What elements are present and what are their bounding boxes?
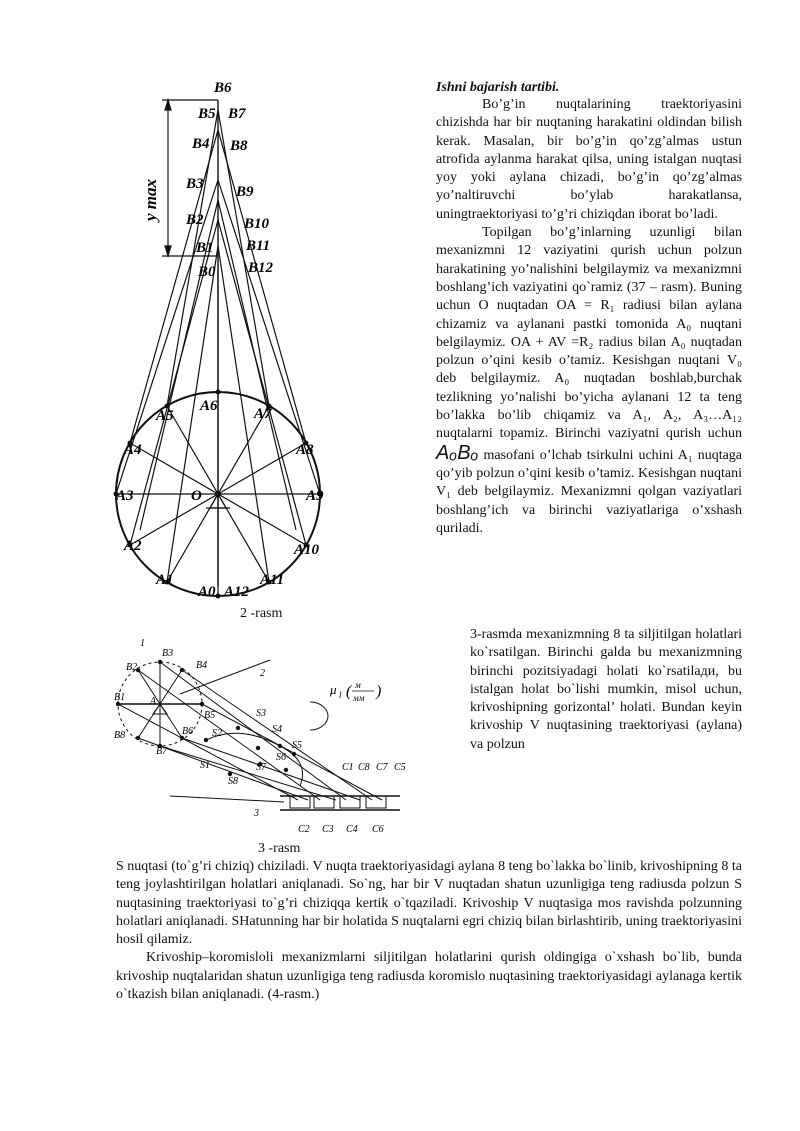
paragraph-2-text: Topilgan bo’g’inlarning uzunligi bilan mexanizmni 12 vaziyatini qurish uchun polzun harakatining yo’nalishini belgilaymiz va mexanizmni boshlang’ich vaziyatini qo`ramiz (37 – rasm). Buning uchun O nuqtadan OA = R₁ radiusi bilan aylana chizamiz va aylanani pastki tomonida A₀ nuqtani belgilaymiz. OA + AV =R₂ radius bilan A₀ nuqtadan polzun o’qini kesib o’tamiz. Kesishgan nuqtani V₀ deb belgilaymiz. A₀ nuqtadan boshlab,burchak tezlikning yo’nalishi bo’yicha aylanani 12 ta teng bo’lakka bo’lib chiqamiz va A₁, A₂, A₃…A₁₂ nuqtalarni topamiz. Birinchi vaziyatni qurish uchun: [436, 225, 742, 442]
mu-symbol: μ: [330, 682, 337, 697]
fig3-label-s8: S8: [228, 776, 238, 787]
figure-3: [110, 636, 420, 848]
label-b2: B2: [186, 212, 204, 228]
figure-2-caption: 2 -rasm: [240, 606, 283, 621]
mu-subscript: l: [339, 690, 342, 700]
fig3-label-a: A: [150, 696, 157, 707]
paragraph-1: Bo’g’in nuqtalarining traektoriyasini chizishda har bir nuqtaning harakatini oldindan bilish kerak. Masalan, bir bo’g’in qo’zg’almas ustun atrofida aylanma harakat qilsa, uning istalgan nuqtasi yoy yoki aylana chizadi, bo’g’in qo’zg’almas yo’naltiruvchi bo’ylab harakatlansa, uningtraektoriyasi to’g’ri chiziqdan iborat bo’ladi.: [436, 97, 742, 222]
fig3-label-s3: S3: [256, 708, 266, 719]
label-center-o: O: [191, 488, 202, 504]
label-b12: B12: [248, 260, 274, 276]
fig3-label-b4: B4: [196, 660, 208, 671]
label-b5: B5: [198, 106, 216, 122]
ymax-label: y max: [141, 178, 160, 222]
paragraph-3: 3-rasmda mexanizmning 8 ta siljitilgan holatlari ko`rsatilgan. Birinchi galda bu mexanizmning birinchi pozitsiyadagi holati ko`rsatilади, bu istalgan holat bo`lishi mumkin, misol uchun, krivoshipning gorizontal’ holati. Bundan keyin krivoship V nuqtasining traektoriyasi (aylana) va polzun: [470, 627, 742, 752]
label-a7: A7: [254, 406, 272, 422]
fig3-label-b2: B2: [126, 662, 138, 673]
svg-text:): ): [376, 683, 382, 700]
figure-2-drawing: [100, 70, 440, 630]
label-b10: B10: [244, 216, 270, 232]
right-column: [436, 80, 742, 538]
label-a8: A8: [296, 442, 314, 458]
scale-factor: [329, 680, 381, 703]
fig3-label-s6: S6: [276, 752, 286, 763]
fig3-label-3: 3: [254, 808, 259, 819]
fig3-label-c7: C7: [376, 762, 388, 773]
fig3-label-1: 1: [140, 638, 145, 649]
label-a2: A2: [124, 538, 142, 554]
fig3-label-c3: C3: [322, 824, 334, 835]
svg-text:(: (: [346, 683, 352, 700]
bottom-paragraph-1: S nuqtasi (to`g’ri chiziq) chiziladi. V nuqta traektoriyasidagi aylana 8 teng bo`lakka bo`linib, krivoshipning 8 ta teng joylashtirilgan holatlari aniqlanadi. So`ng, har bir V nuqtadan shatun uzunligiga teng radiusda polzun S nuqtasining traektoriyasi to`g’ri chiziqqa kertik o`tqaziladi. Krivoship V nuqtasiga mos ravishda polzunning holatlari aniqlanadi. SHatunning har bir holatida S nuqtalarni egri chiziq bilan birlashtirib, uning traektoriyasini hosil qilamiz.: [116, 859, 742, 948]
label-b11: B11: [246, 238, 271, 254]
label-a5: A5: [156, 408, 174, 424]
label-a12: A12: [224, 584, 250, 600]
label-b4: B4: [192, 136, 210, 152]
fig3-label-c1: C1: [342, 762, 354, 773]
label-a0: A0: [198, 584, 216, 600]
figure-3-drawing: [110, 636, 420, 848]
paragraph-2: [436, 224, 742, 538]
fig3-label-c4: C4: [346, 824, 358, 835]
label-a6: A6: [200, 398, 218, 414]
fig3-label-c5: C5: [394, 762, 406, 773]
label-b1: B1: [196, 240, 214, 256]
label-a11: A11: [260, 572, 285, 588]
figure-3-side-text: [470, 626, 742, 754]
fig3-label-c6: C6: [372, 824, 384, 835]
fig3-label-b1: B1: [114, 692, 126, 703]
label-b3: B3: [186, 176, 204, 192]
fig3-label-c8: C8: [358, 762, 370, 773]
fig3-label-b6: B6: [182, 726, 194, 737]
fig3-label-s7: S7: [256, 762, 266, 773]
mu-numerator: м: [355, 680, 361, 690]
fig3-label-b8: B8: [114, 730, 126, 741]
fig3-label-b3: B3: [162, 648, 174, 659]
fig3-label-2: 2: [260, 668, 265, 679]
fig3-label-s5: S5: [292, 740, 302, 751]
label-a1: A1: [156, 572, 174, 588]
mu-denominator: мм: [353, 693, 365, 703]
label-b0: B0: [198, 264, 216, 280]
fig3-label-s1: S1: [200, 760, 210, 771]
label-a4: A4: [124, 442, 142, 458]
fig3-label-c2: C2: [298, 824, 310, 835]
bottom-paragraph-2: Krivoship–koromisloli mexanizmlarni siljitilgan holatlarini qurish oldingiga o`xshash bo`lib, bunda krivoship nuqtalaridan shatun uzunligiga teng radiusda koromislo nuqtasining traektoriyasidagi aylanaga kertik o`tkazish bilan aniqlanadi. (4-rasm.): [116, 950, 742, 1003]
formula-aobo: AₒBₒ: [436, 441, 479, 464]
label-b9: B9: [236, 184, 254, 200]
label-b6: B6: [214, 80, 232, 96]
section-heading: Ishni bajarish tartibi.: [436, 80, 560, 95]
fig3-label-b7: B7: [156, 746, 168, 757]
paragraph-2-end: masofani o’lchab tsirkulni uchini A₁ nuqtaga qo’yib polzun o’qini kesib o’tamiz. Kesishgan nuqtani V₁ deb belgilaymiz. Mexanizmni qolgan vaziyatlari boshlang’ich va birinchi vaziyatlariga o’xshash quriladi.: [436, 447, 743, 536]
label-b7: B7: [228, 106, 246, 122]
label-a3: A3: [116, 488, 134, 504]
fig3-label-b5: B5: [204, 710, 216, 721]
figure-3-caption: 3 -rasm: [258, 841, 301, 856]
fig3-label-s4: S4: [272, 724, 282, 735]
label-b8: B8: [230, 138, 248, 154]
label-a9: A9: [306, 488, 324, 504]
fig3-label-s2: S2: [212, 728, 222, 739]
bottom-text: [116, 858, 742, 1004]
label-a10: A10: [294, 542, 320, 558]
figure-2: [100, 70, 440, 630]
